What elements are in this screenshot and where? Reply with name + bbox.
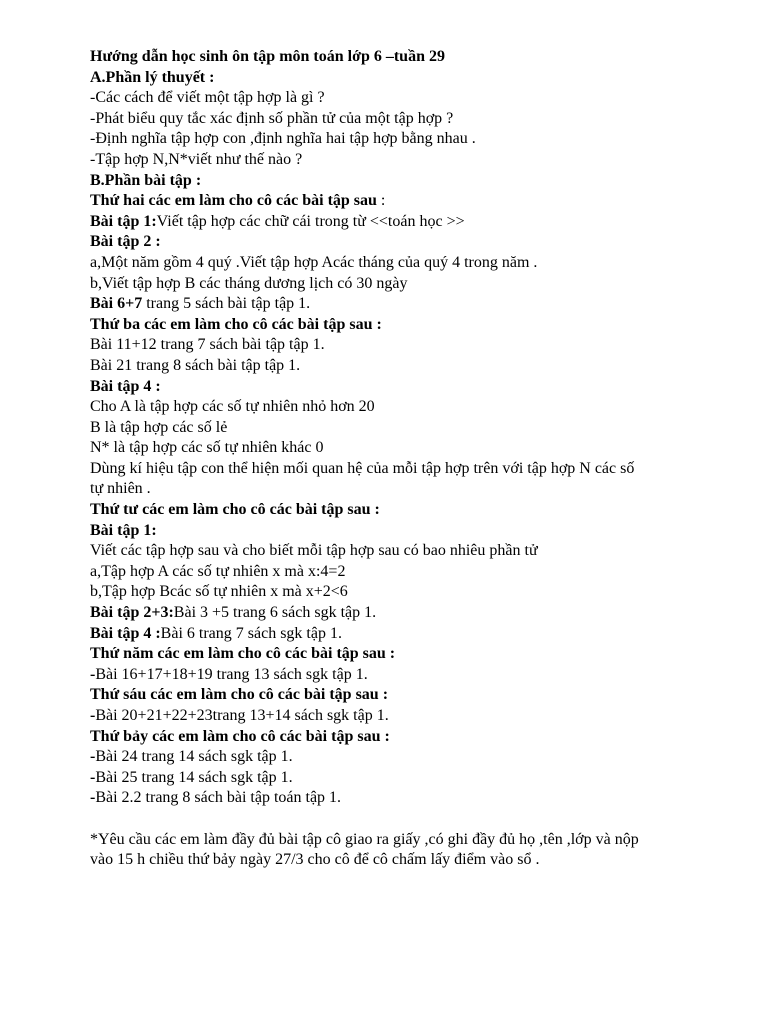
monday-ex1 [90, 212, 730, 233]
theory-heading: A.Phần lý thuyết : [90, 68, 215, 86]
tuesday-ex4-line: Cho A là tập hợp các số tự nhiên nhỏ hơn 20 [90, 398, 375, 416]
wednesday-ex4 [90, 624, 730, 645]
monday-ex67-text: trang 5 sách bài tập tập 1. [142, 295, 311, 313]
saturday-heading: Thứ bảy các em làm cho cô các bài tập sau : [90, 727, 390, 745]
theory-item: -Định nghĩa tập hợp con ,định nghĩa hai tập hợp bằng nhau . [90, 130, 476, 148]
friday-text: Bài 20+21+22+23trang 13+14 sách sgk tập 1. [95, 707, 389, 724]
wednesday-ex23 [90, 603, 730, 624]
monday-ex2-a: a,Một năm gồm 4 quý .Viết tập hợp Acác tháng của quý 4 trong năm . [90, 253, 538, 271]
wednesday-ex23-text: Bài 3 +5 trang 6 sách sgk tập 1. [173, 604, 377, 622]
tuesday-ex4-line: N* là tập hợp các số tự nhiên khác 0 [90, 439, 324, 457]
monday-ex2-b: b,Viết tập hợp B các tháng dương lịch có 30 ngày [90, 274, 408, 292]
wednesday-ex4-text: Bài 6 trang 7 sách sgk tập 1. [160, 624, 342, 642]
theory-item: -Các cách để viết một tập hợp là gì ? [90, 89, 325, 107]
saturday-line [90, 768, 730, 789]
monday-ex2-label: Bài tập 2 : [90, 233, 161, 251]
monday-ex67 [90, 294, 730, 315]
monday-heading: Thứ hai các em làm cho cô các bài tập sau [90, 192, 377, 210]
theory-item: -Phát biểu quy tắc xác định số phần tử của một tập hợp ? [90, 109, 454, 127]
requirement-note: *Yêu cầu các em làm đầy đủ bài tập cô giao ra giấy ,có ghi đầy đủ họ ,tên ,lớp và nộp [90, 830, 639, 848]
thursday-dash: - [90, 665, 96, 683]
wednesday-ex1-label: Bài tập 1: [90, 521, 157, 539]
tuesday-line: Bài 11+12 trang 7 sách bài tập tập 1. [90, 336, 325, 354]
saturday-line [90, 788, 730, 809]
paragraph-gap [90, 809, 730, 830]
requirement-note: vào 15 h chiều thứ bảy ngày 27/3 cho cô để cô chấm lấy điểm vào sổ . [90, 851, 540, 869]
saturday-dash: - [90, 748, 96, 766]
document-page [90, 47, 730, 871]
saturday-dash: - [90, 789, 96, 807]
saturday-text: Bài 25 trang 14 sách sgk tập 1. [95, 768, 293, 786]
saturday-line [90, 747, 730, 768]
tuesday-ex4-line: Dùng kí hiệu tập con thể hiện mối quan hệ của mỗi tập hợp trên với tập hợp N các số [90, 459, 635, 477]
wednesday-heading: Thứ tư các em làm cho cô các bài tập sau : [90, 501, 380, 519]
saturday-dash: - [90, 768, 96, 786]
thursday-text: Bài 16+17+18+19 trang 13 sách sgk tập 1. [95, 665, 368, 683]
friday-line [90, 706, 730, 727]
tuesday-heading: Thứ ba các em làm cho cô các bài tập sau : [90, 315, 382, 333]
tuesday-line: Bài 21 trang 8 sách bài tập tập 1. [90, 356, 301, 374]
tuesday-ex4-line: B là tập hợp các số lẻ [90, 418, 228, 436]
monday-ex1-label: Bài tập 1: [90, 212, 157, 230]
theory-item: -Tập hợp N,N*viết như thế nào ? [90, 150, 303, 168]
tuesday-ex4-line: tự nhiên . [90, 480, 151, 498]
wednesday-ex23-label: Bài tập 2+3: [90, 604, 174, 622]
monday-ex1-text: Viết tập hợp các chữ cái trong từ <<toán học >> [156, 212, 465, 230]
wednesday-ex4-label: Bài tập 4 : [90, 624, 161, 642]
thursday-line [90, 665, 730, 686]
monday-heading-suffix: : [376, 192, 386, 210]
friday-heading: Thứ sáu các em làm cho cô các bài tập sau : [90, 686, 389, 704]
wednesday-ex1-a: a,Tập hợp A các số tự nhiên x mà x:4=2 [90, 562, 346, 580]
tuesday-ex4-label: Bài tập 4 : [90, 377, 161, 395]
friday-dash: - [90, 707, 96, 724]
exercises-heading: B.Phần bài tập : [90, 171, 202, 189]
monday-ex67-label: Bài 6+7 [90, 295, 143, 313]
thursday-heading: Thứ năm các em làm cho cô các bài tập sau : [90, 645, 396, 663]
monday-heading-line [90, 191, 730, 212]
wednesday-ex1-b: b,Tập hợp Bcác số tự nhiên x mà x+2<6 [90, 583, 348, 601]
document-title: Hướng dẫn học sinh ôn tập môn toán lớp 6 –tuần 29 [90, 48, 445, 65]
saturday-text: Bài 2.2 trang 8 sách bài tập toán tập 1. [95, 789, 342, 807]
saturday-text: Bài 24 trang 14 sách sgk tập 1. [95, 748, 293, 766]
wednesday-ex1-text: Viết các tập hợp sau và cho biết mỗi tập hợp sau có bao nhiêu phần tử [90, 542, 538, 560]
